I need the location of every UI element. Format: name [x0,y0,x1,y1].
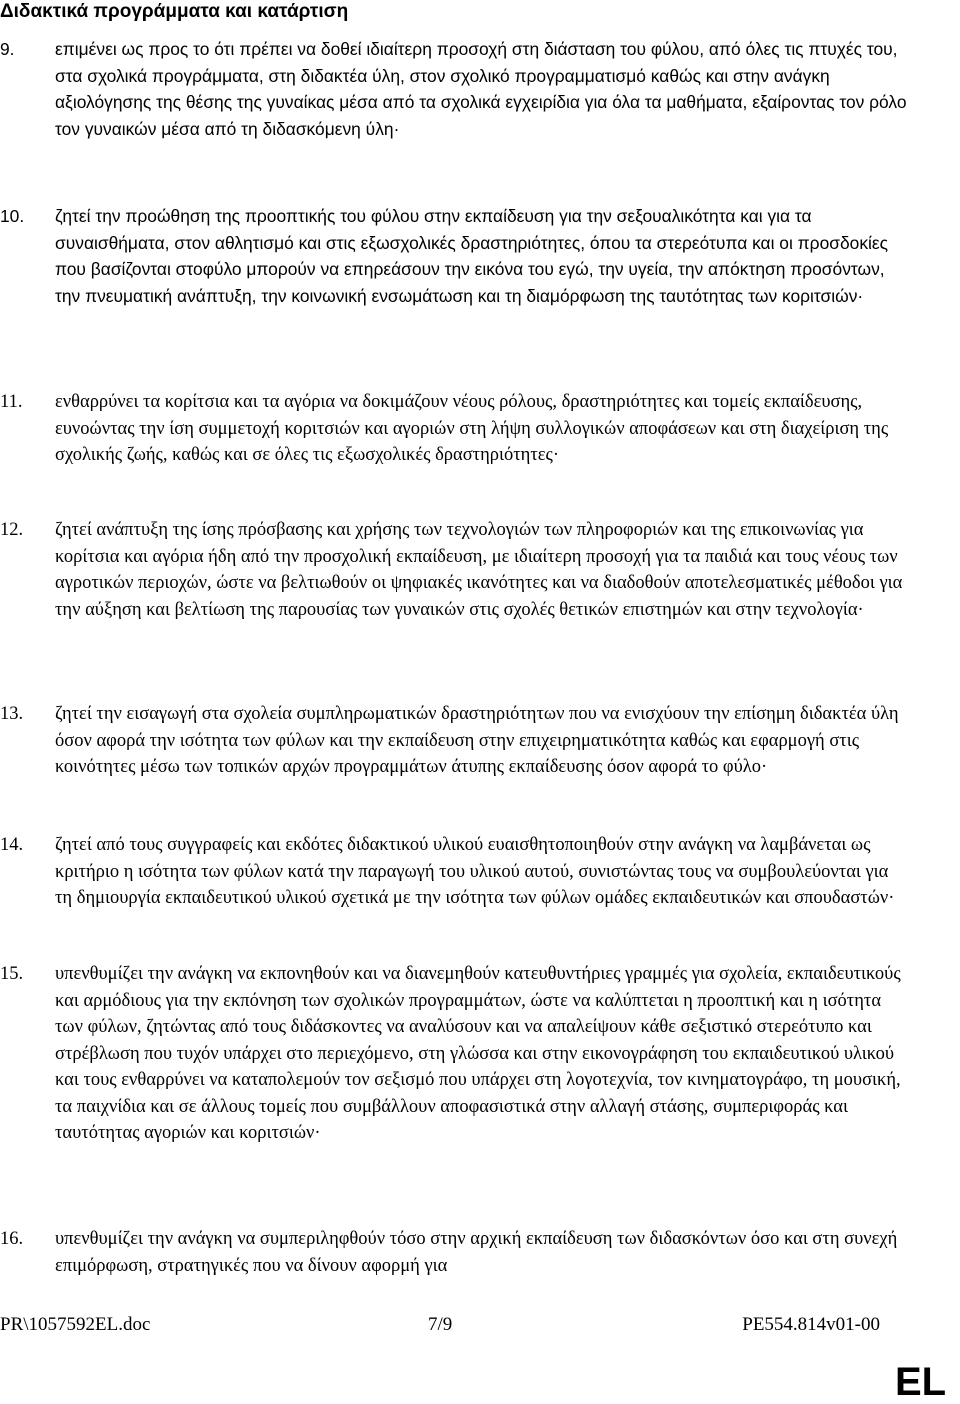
paragraph-number: 9. [0,39,15,59]
paragraph-number: 16. [0,1229,24,1249]
paragraph-number: 11. [0,392,23,412]
pe-reference: PE554.814v01-00 [742,1314,880,1335]
paragraph-12 [0,517,910,623]
paragraph-number: 10. [0,206,25,226]
paragraph-number: 13. [0,704,24,724]
paragraph-9 [0,36,910,142]
paragraph-text: ζητεί την προώθηση της προοπτικής του φύλου στην εκπαίδευση για την σεξουαλικότητα και για τα συναισθήματα, στον αθλητισμό και στις εξωσχολικές δραστηριότητες, όπου τα στερεότυπα και οι προσδοκίες που βασίζονται στοφύλο μπορούν να επηρεάσουν την εικόνα του εγώ, την υγεία, την απόκτηση προσόντων, την πνευματική ανάπτυξη, την κοινωνική ενσωμάτωση και τη διαμόρφωση της ταυτότητας των κοριτσιών· [55,206,889,306]
section-heading: Διδακτικά προγράμματα και κατάρτιση [0,1,349,22]
paragraph-16 [0,1226,910,1279]
language-code: EL [895,1360,947,1404]
page-number: 7/9 [428,1314,453,1335]
paragraph-13 [0,701,910,781]
paragraph-text: ζητεί από τους συγγραφείς και εκδότες διδακτικού υλικού ευαισθητοποιηθούν στην ανάγκη να λαμβάνεται ως κριτήριο η ισότητα των φύλων κατά την παραγωγή του υλικού αυτού, συνιστώντας τους να συμβουλεύονται για τη δημιουργία εκπαιδευτικού υλικού σχετικά με την ισότητα των φύλων ομάδες εκπαιδευτικών και σπουδαστών· [55,835,895,908]
paragraph-text: επιμένει ως προς το ότι πρέπει να δοθεί ιδιαίτερη προσοχή στη διάσταση του φύλου, από όλες τις πτυχές του, στα σχολικά προγράμματα, στη διδακτέα ύλη, στον σχολικό προγραμματισμό καθώς και στην ανάγκη αξιολόγησης της θέσης της γυναίκας μέσα από τα σχολικά εγχειρίδια για όλα τα μαθήματα, εξαίροντας τον ρόλο τον γυναικών μέσα από τη διδασκόμενη ύλη· [55,39,907,139]
paragraph-11 [0,389,910,469]
paragraph-text: ζητεί ανάπτυξη της ίσης πρόσβασης και χρήσης των τεχνολογιών των πληροφοριών και της επικοινωνίας για κορίτσια και αγόρια ήδη από την προσχολική εκπαίδευση, με ιδιαίτερη προσοχή για τα παιδιά και τους νέους των αγροτικών περιοχών, ώστε να βελτιωθούν οι ψηφιακές ικανότητες και να διαδοθούν αποτελεσματικές μέθοδοι για την αύξηση και βελτίωση της παρουσίας των γυναικών στις σχολές θετικών επιστημών και στην τεχνολογία· [55,520,903,620]
paragraph-text: υπενθυμίζει την ανάγκη να εκπονηθούν και να διανεμηθούν κατευθυντήριες γραμμές για σχολεία, εκπαιδευτικούς και αρμόδιους για την εκπόνηση των σχολικών προγραμμάτων, ώστε να καλύπτεται η προοπτική και η ισότητα των φύλων, ζητώντας από τους διδάσκοντες να αναλύσουν και να απαλείψουν κάθε σεξιστικό στερεότυπο και στρέβλωση που τυχόν υπάρχει στο περιεχόμενο, στη γλώσσα και στην εικονογράφηση του εκπαιδευτικού υλικού και τους ενθαρρύνει να καταπολεμούν τον σεξισμό που υπάρχει στη λογοτεχνία, τον κινηματογράφο, τη μουσική, τα παιχνίδια και σε άλλους τομείς που συμβάλλουν αποφασιστικά στην αλλαγή στάσης, συμπεριφοράς και ταυτότητας αγοριών και κοριτσιών· [55,964,901,1143]
paragraph-number: 14. [0,835,24,855]
paragraph-text: ενθαρρύνει τα κορίτσια και τα αγόρια να δοκιμάζουν νέους ρόλους, δραστηριότητες και τομείς εκπαίδευσης, ευνοώντας την ίση συμμετοχή κοριτσιών και αγοριών στη λήψη συλλογικών αποφάσεων και στη διαχείριση της σχολικής ζωής, καθώς και σε όλες τις εξωσχολικές δραστηριότητες· [55,392,889,465]
paragraph-text: υπενθυμίζει την ανάγκη να συμπεριληφθούν τόσο στην αρχική εκπαίδευση των διδασκόντων όσο και στη συνεχή επιμόρφωση, στρατηγικές που να δίνουν αφορμή για [55,1229,898,1276]
paragraph-number: 12. [0,520,24,540]
paragraph-15 [0,961,910,1147]
paragraph-14 [0,832,910,912]
paragraph-text: ζητεί την εισαγωγή στα σχολεία συμπληρωματικών δραστηριότητων που να ενισχύουν την επίσημη διδακτέα ύλη όσον αφορά την ισότητα των φύλων και την εκπαίδευση στην επιχειρηματικότητα καθώς και εφαρμογή στις κοινότητες μέσω των τοπικών αρχών προγραμμάτων άτυπης εκπαίδευσης όσον αφορά το φύλο· [55,704,899,777]
paragraph-10 [0,203,910,309]
document-reference: PR\1057592EL.doc [0,1314,151,1335]
paragraph-number: 15. [0,964,24,984]
